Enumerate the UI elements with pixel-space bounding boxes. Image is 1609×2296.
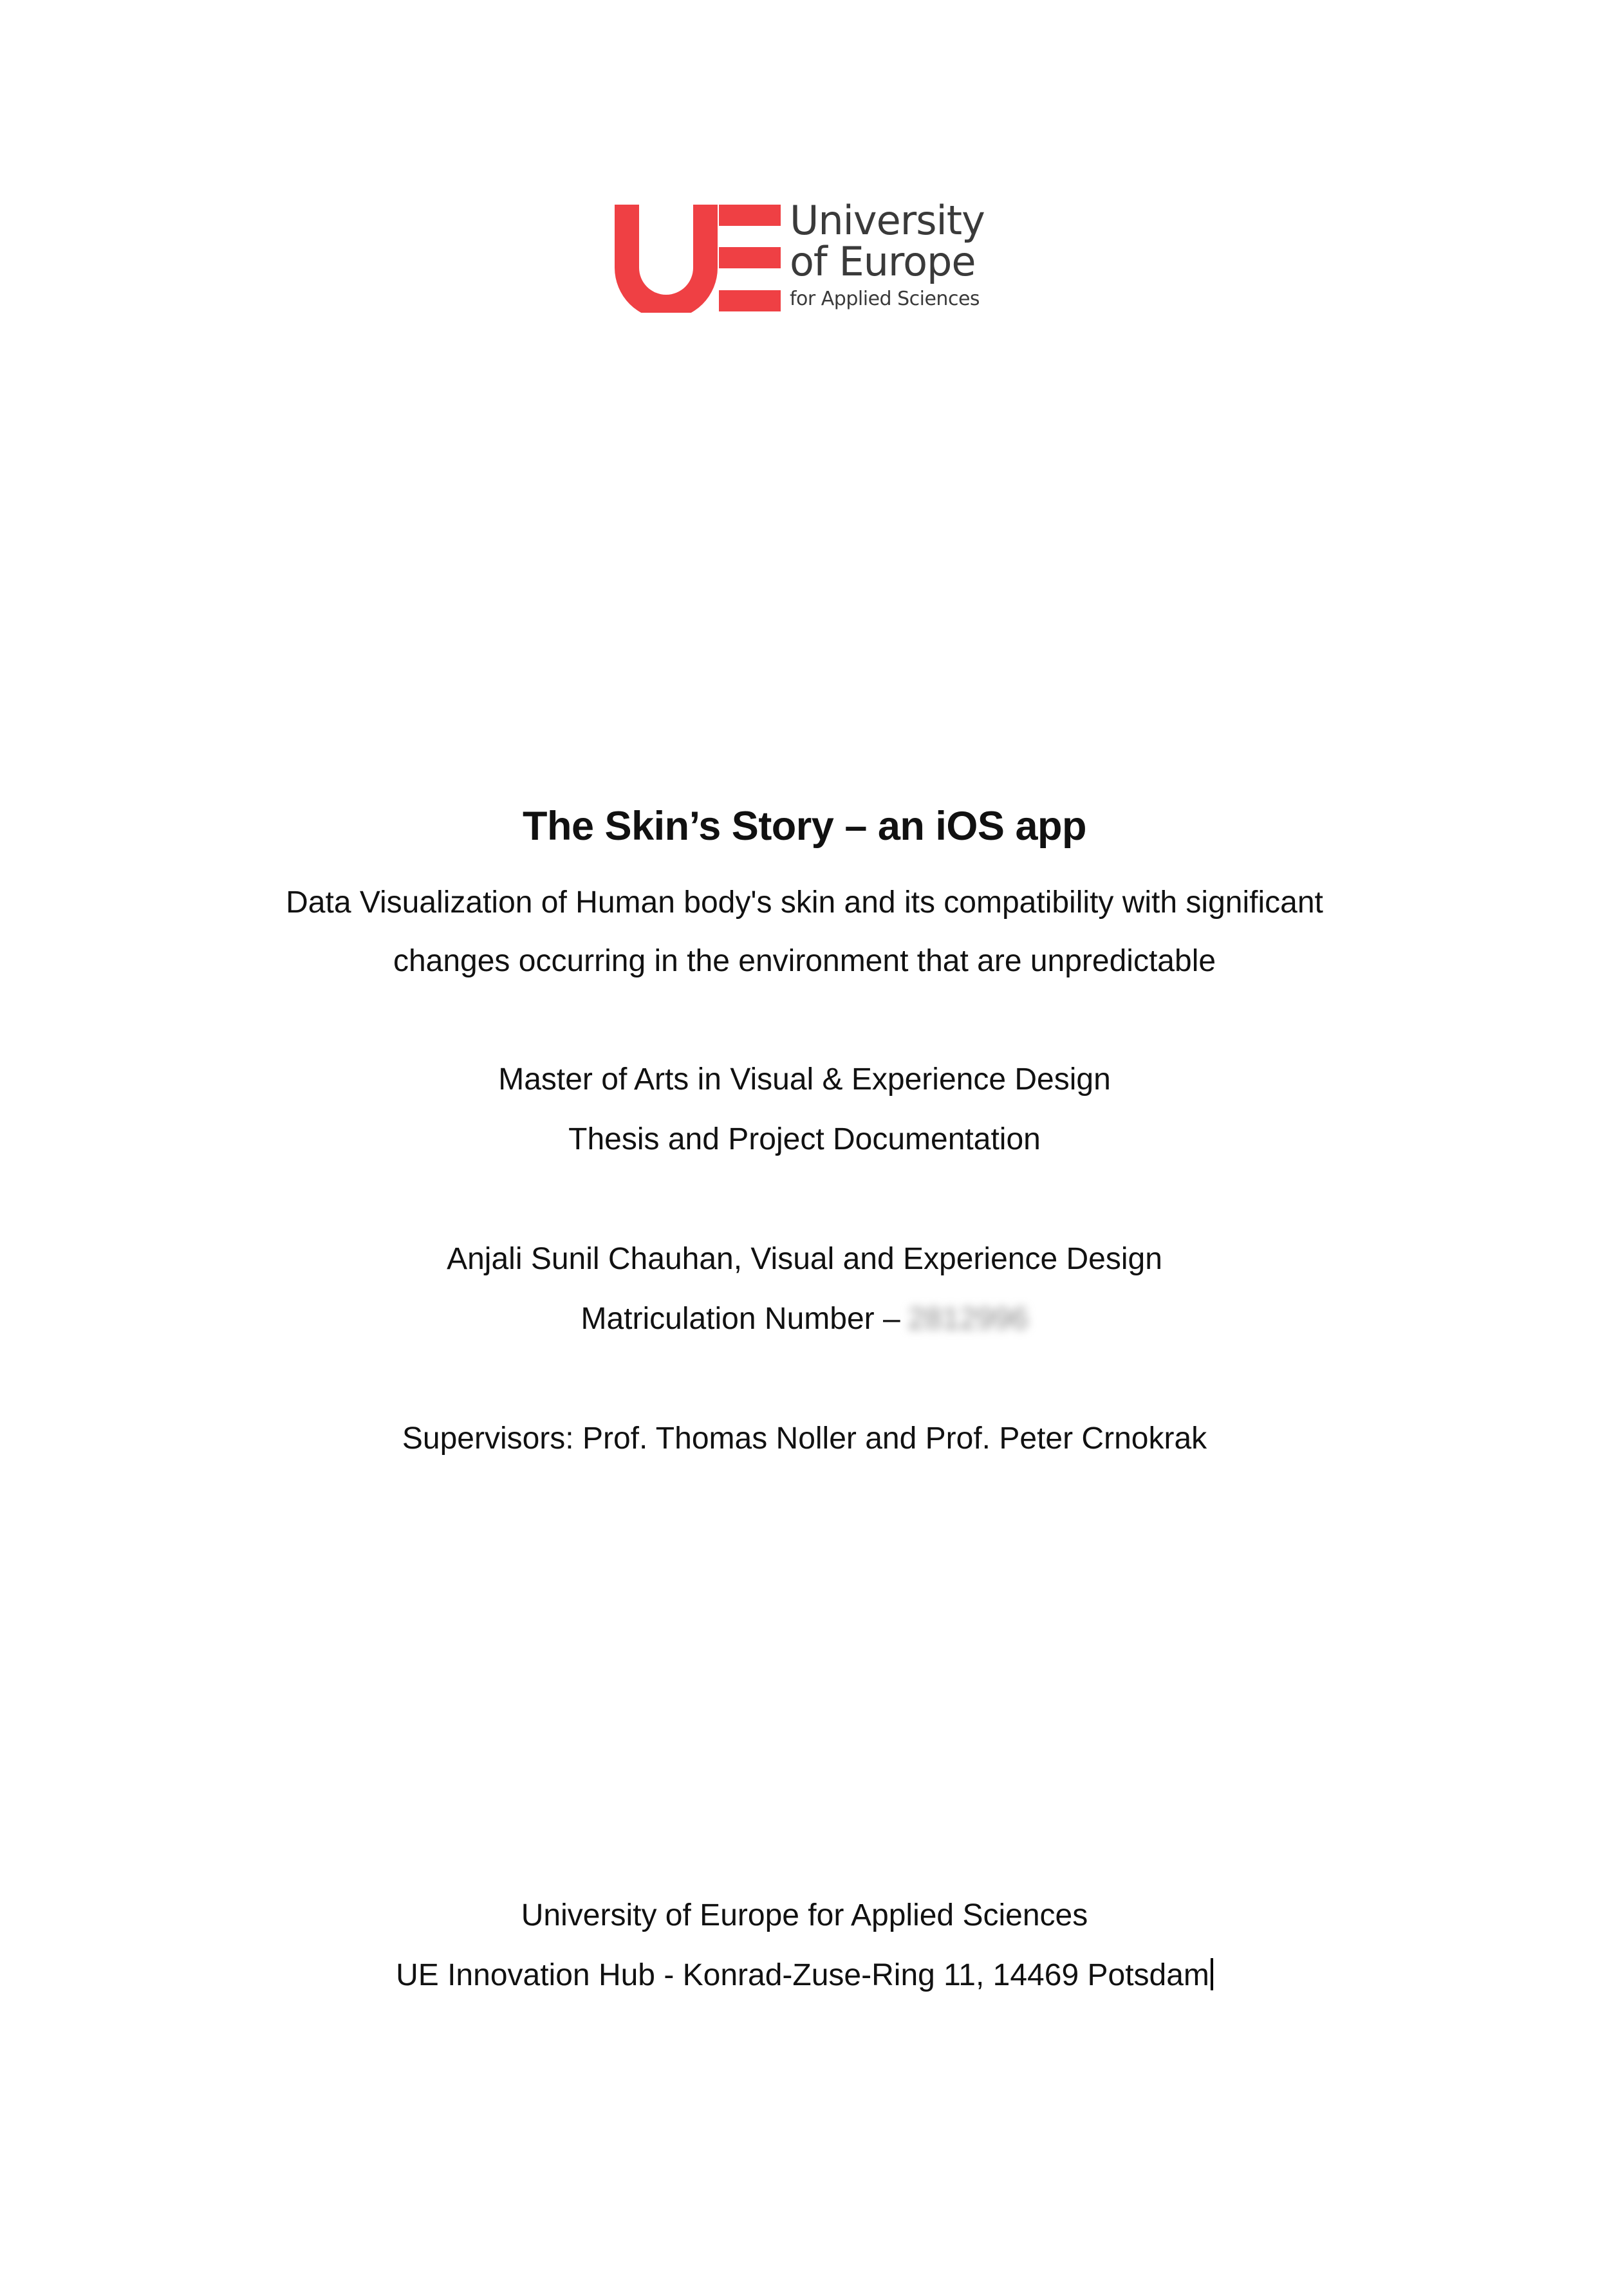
degree-program: Master of Arts in Visual & Experience Design bbox=[498, 1062, 1111, 1097]
document-title: The Skin’s Story – an iOS app bbox=[523, 804, 1086, 849]
institution-address: UE Innovation Hub - Konrad-Zuse-Ring 11, 14469 Potsdam bbox=[396, 1958, 1209, 1992]
logo-wordmark-line2: of Europe bbox=[790, 238, 976, 285]
matriculation-line bbox=[0, 1301, 1609, 1337]
institution-address-line bbox=[0, 1958, 1609, 1993]
institution-name: University of Europe for Applied Sciences bbox=[521, 1898, 1088, 1932]
university-logo bbox=[615, 197, 1027, 314]
subtitle-line-1: Data Visualization of Human body's skin and its compatibility with significant bbox=[286, 885, 1323, 920]
document-type: Thesis and Project Documentation bbox=[568, 1122, 1041, 1156]
logo-wordmark bbox=[790, 197, 985, 310]
matriculation-label: Matriculation Number – bbox=[581, 1302, 900, 1336]
logo-wordmark-line1: University bbox=[790, 197, 985, 244]
text-cursor bbox=[1211, 1958, 1213, 1990]
supervisors-line: Supervisors: Prof. Thomas Noller and Prof. Peter Crnokrak bbox=[402, 1421, 1207, 1456]
ue-logo-mark bbox=[615, 205, 782, 313]
logo-wordmark-line3: for Applied Sciences bbox=[790, 288, 980, 310]
subtitle-line-2: changes occurring in the environment that are unpredictable bbox=[393, 944, 1216, 978]
matriculation-number-redacted: 2812996 bbox=[907, 1302, 1028, 1336]
author-line: Anjali Sunil Chauhan, Visual and Experience Design bbox=[447, 1242, 1162, 1276]
